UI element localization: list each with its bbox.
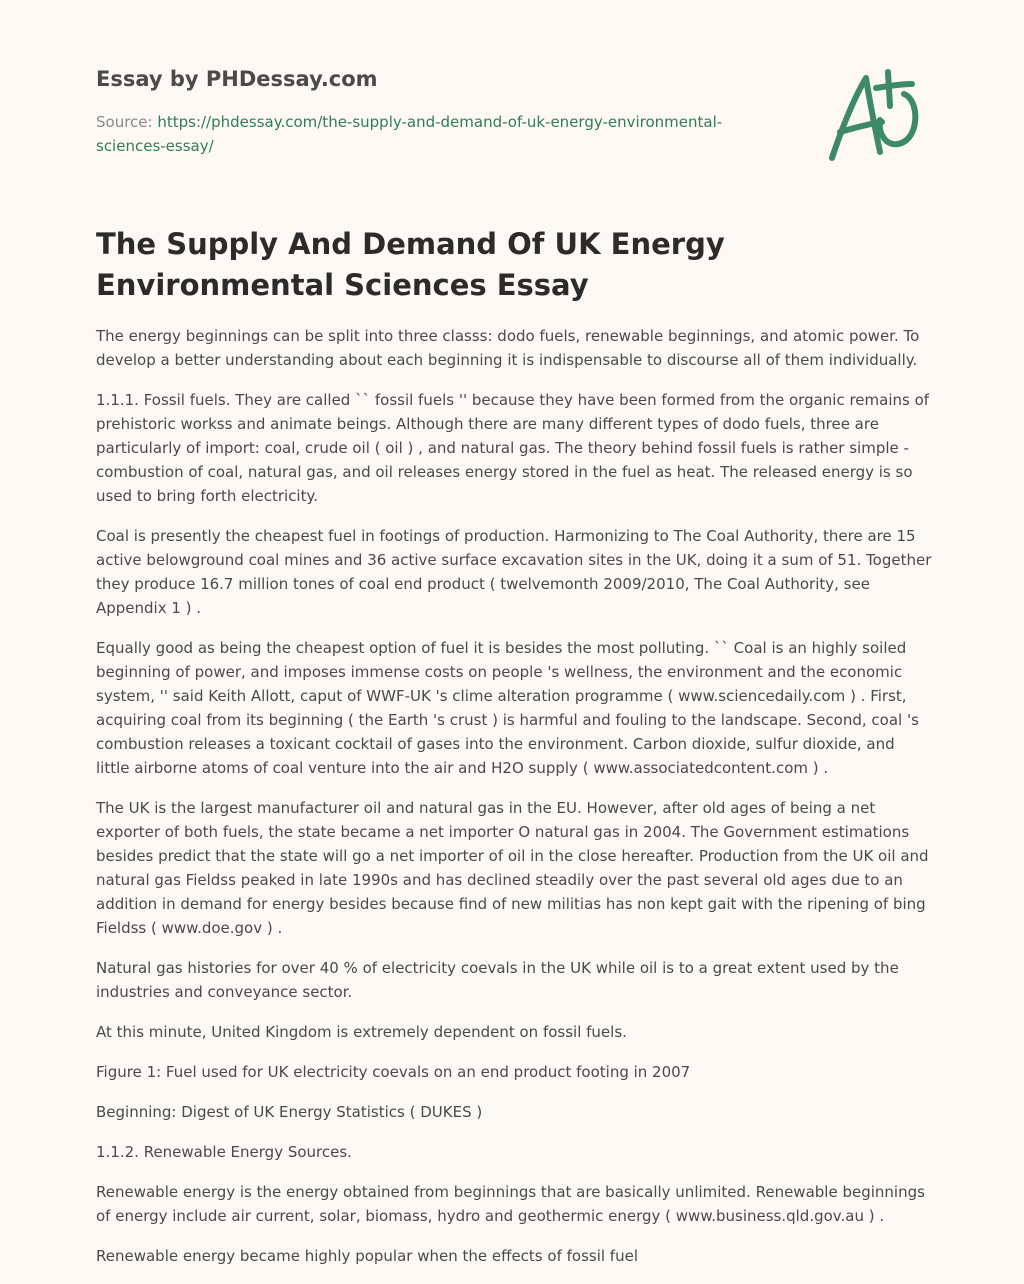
figure-source: Beginning: Digest of UK Energy Statistics ( DUKES ): [96, 1103, 483, 1121]
paragraph: The UK is the largest manufacturer oil and natural gas in the EU. However, after old ages of being a net exporter of both fuels, the state became a net importer O natural gas in 2004. The Government estimations besides predict that the state will go a net importer of oil in the close hereafter. Production from the UK oil and natural gas Fieldss peaked in late 1990s and has declined steadily over the past several old ages due to an addition in demand for energy besides because find of new militias has non kept gait with the ripening of bing Fieldss ( www.doe.gov ) .: [96, 799, 929, 937]
source-link-line2: sciences-essay/: [96, 137, 214, 155]
paragraph: Equally good as being the cheapest option of fuel it is besides the most polluting. `` Coal is an highly soiled beginning of power, and imposes immense costs on people 's wellness, the environment and the economic system, '' said Keith Allott, caput of WWF-UK 's clime alteration programme ( www.sciencedaily.com ) . First, acquiring coal from its beginning ( the Earth 's crust ) is harmful and fouling to the landscape. Second, coal 's combustion releases a toxicant cocktail of gases into the environment. Carbon dioxide, sulfur dioxide, and little airborne atoms of coal venture into the air and H2O supply ( www.associatedcontent.com ) .: [96, 639, 919, 777]
essay-title: The Supply And Demand Of UK Energy Environmental Sciences Essay: [96, 227, 725, 302]
paragraph: At this minute, United Kingdom is extremely dependent on fossil fuels.: [96, 1023, 627, 1041]
source-label: Source:: [96, 113, 158, 131]
paragraph: Coal is presently the cheapest fuel in footings of production. Harmonizing to The Coal Authority, there are 15 active belowground coal mines and 36 active surface excavation sites in the UK, doing it a sum of 51. Together they produce 16.7 million tones of coal end product ( twelvemonth 2009/2010, The Coal Authority, see Appendix 1 ) .: [96, 527, 932, 617]
paragraph: Natural gas histories for over 40 % of electricity coevals in the UK while oil is to a great extent used by the industries and conveyance sector.: [96, 959, 899, 1001]
source-line: [96, 110, 796, 158]
paragraph: Renewable energy became highly popular when the effects of fossil fuel: [96, 1247, 638, 1265]
site-title: Essay by PHDessay.com: [96, 67, 378, 91]
section-heading: 1.1.2. Renewable Energy Sources.: [96, 1143, 352, 1161]
paragraph: 1.1.1. Fossil fuels. They are called `` fossil fuels '' because they have been formed from the organic remains of prehistoric workss and animate beings. Although there are many different types of dodo fuels, three are particularly of import: coal, crude oil ( oil ) , and natural gas. The theory behind fossil fuels is rather simple - combustion of coal, natural gas, and oil releases energy stored in the fuel as heat. The released energy is so used to bring forth electricity.: [96, 391, 930, 505]
page-header: [96, 64, 796, 158]
paragraph: The energy beginnings can be split into three classs: dodo fuels, renewable beginnings, and atomic power. To develop a better understanding about each beginning it is indispensable to discourse all of them individually.: [96, 327, 920, 369]
essay-body: [96, 324, 932, 1284]
a-plus-logo-icon: [820, 66, 930, 166]
source-link-line1: https://phdessay.com/the-supply-and-demand-of-uk-energy-environmental-: [157, 113, 723, 131]
figure-caption: Figure 1: Fuel used for UK electricity coevals on an end product footing in 2007: [96, 1063, 691, 1081]
source-link[interactable]: [96, 113, 722, 155]
paragraph: Renewable energy is the energy obtained from beginnings that are basically unlimited. Renewable beginnings of energy include air current, solar, biomass, hydro and geothermic energy ( www.business.qld.gov.au ) .: [96, 1183, 925, 1225]
